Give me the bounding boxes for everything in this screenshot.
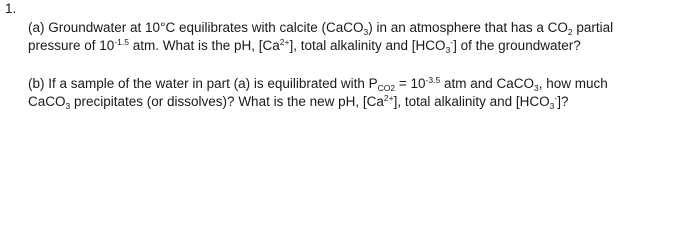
charge-superscript: - (554, 93, 558, 103)
charge-superscript: - (450, 37, 454, 47)
question-part-b (28, 75, 698, 111)
text-segment: ) in an atmosphere that has a CO (368, 20, 568, 35)
text-segment: = 10 (395, 76, 426, 91)
text-segment: ] of the groundwater? (453, 38, 581, 53)
text-segment: pressure of 10 (28, 38, 115, 53)
text-segment: ]? (557, 94, 569, 109)
subscript: 2 (567, 27, 573, 37)
text-segment: ], total alkalinity and [HCO (393, 94, 550, 109)
question-part-a (28, 19, 698, 55)
subscript: 3 (65, 101, 71, 111)
text-segment: atm. What is the pH, [Ca (128, 38, 280, 53)
text-segment: atm and CaCO (440, 76, 534, 91)
text-segment: (a) Groundwater at 10°C equilibrates with calcite (CaCO (28, 20, 364, 35)
subscript: CO2 (377, 83, 396, 93)
text-segment: precipitates (or dissolves)? What is the new pH, [Ca (70, 94, 384, 109)
part-a-line-2 (28, 37, 698, 55)
part-b-line-2 (28, 93, 698, 111)
subscript: 3 (549, 101, 555, 111)
exponent: -1.5 (114, 37, 129, 47)
text-segment: CaCO (28, 94, 66, 109)
part-a-line-1 (28, 19, 698, 37)
text-segment: (b) If a sample of the water in part (a) is equilibrated with P (28, 76, 378, 91)
subscript: 3 (534, 83, 539, 93)
charge-superscript: 2+ (383, 93, 394, 103)
exponent: -3.5 (425, 75, 441, 85)
subscript: 3 (445, 45, 451, 55)
part-b-line-1 (28, 75, 698, 93)
text-segment: partial (572, 20, 614, 35)
charge-superscript: 2+ (279, 37, 290, 47)
text-segment: , how much (538, 76, 608, 91)
problem-number: 1. (5, 1, 17, 16)
text-segment: ], total alkalinity and [HCO (289, 38, 446, 53)
subscript: 3 (363, 27, 369, 37)
